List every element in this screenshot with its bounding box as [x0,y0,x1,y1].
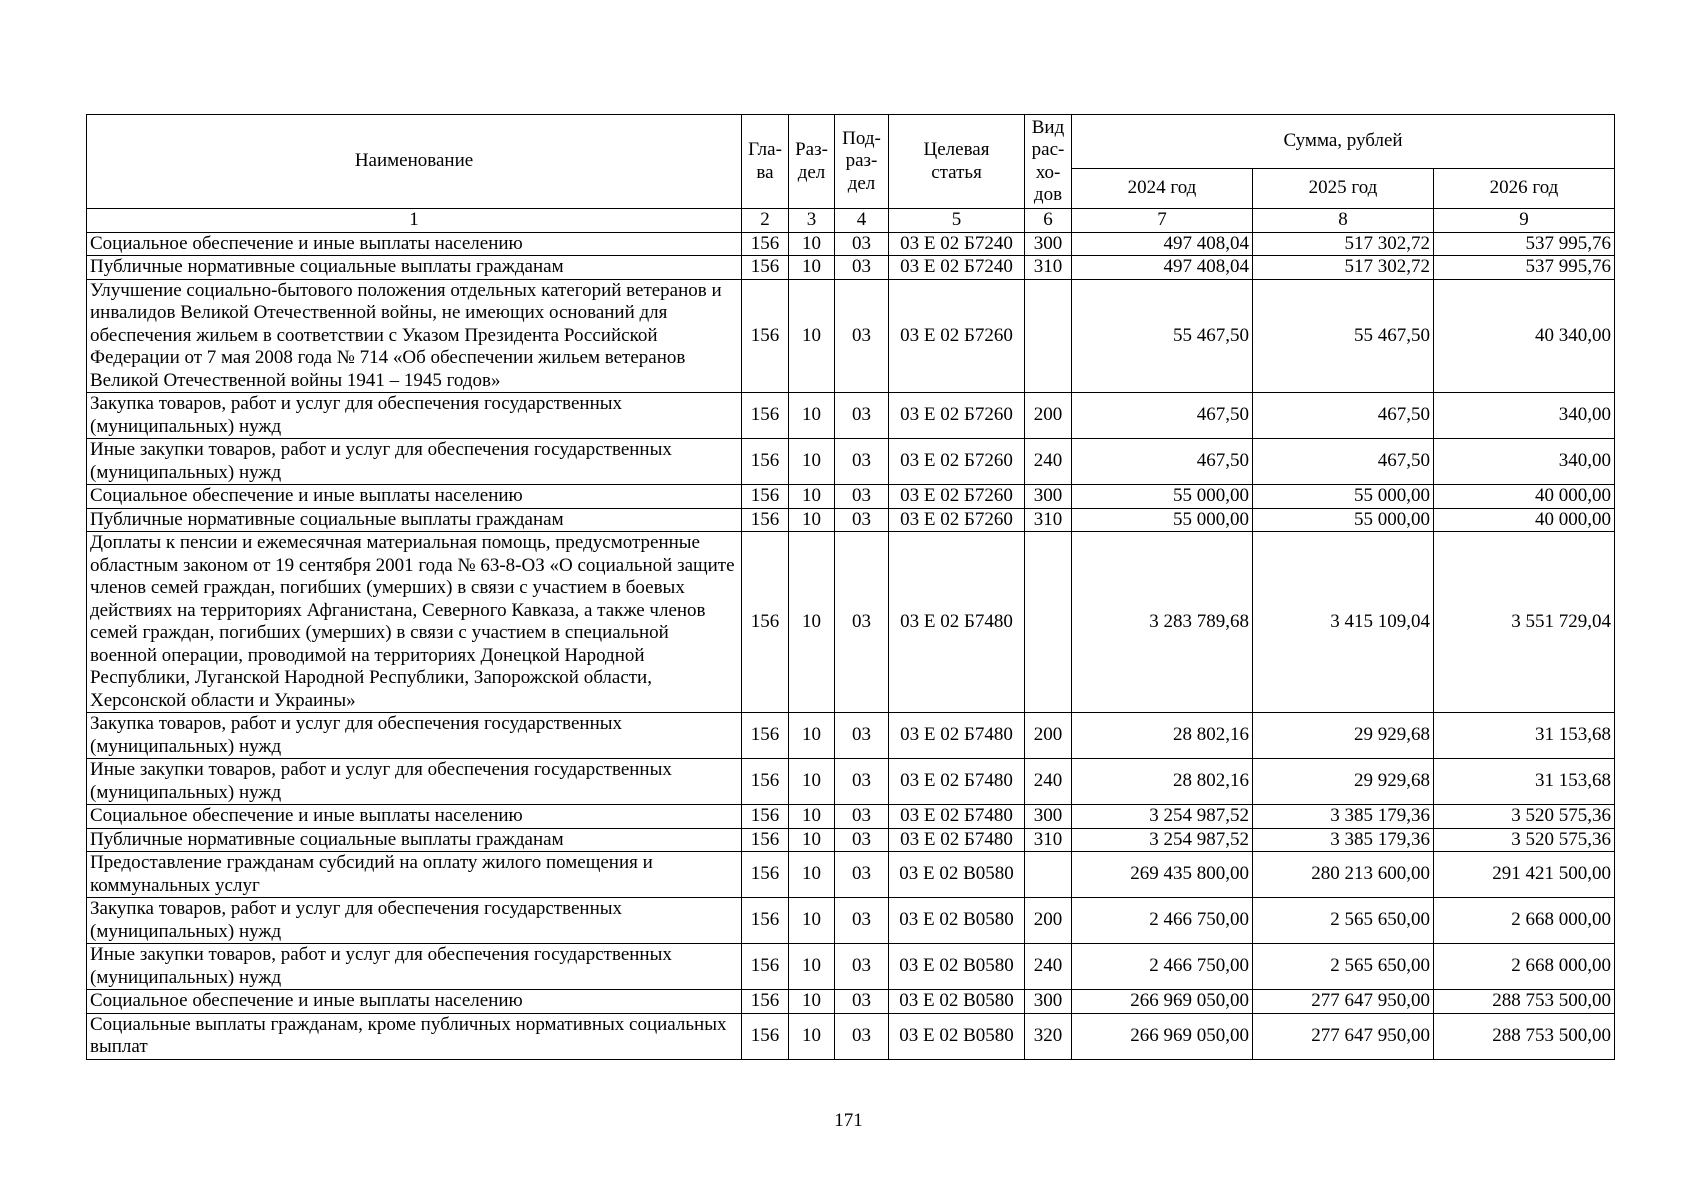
row-amount-2026: 340,00 [1434,393,1615,439]
row-vid: 300 [1025,232,1072,256]
row-tselevaya: 03 Е 02 Б7480 [889,759,1025,805]
row-podrazdel: 03 [835,990,889,1014]
row-glava: 156 [742,256,789,280]
row-amount-2026: 537 995,76 [1434,256,1615,280]
row-podrazdel: 03 [835,439,889,485]
column-index: 8 [1253,209,1434,233]
row-vid [1025,532,1072,713]
row-amount-2026: 291 421 500,00 [1434,852,1615,898]
row-podrazdel: 03 [835,759,889,805]
row-tselevaya: 03 Е 02 Б7480 [889,713,1025,759]
header-vid-text: Вид рас- хо- дов [1031,116,1065,205]
row-glava: 156 [742,485,789,509]
column-index: 2 [742,209,789,233]
row-amount-2025: 467,50 [1253,439,1434,485]
row-name: Публичные нормативные социальные выплаты гражданам [87,828,742,852]
column-index: 5 [889,209,1025,233]
row-razdel: 10 [789,828,835,852]
row-podrazdel: 03 [835,1013,889,1059]
row-glava: 156 [742,713,789,759]
row-amount-2024: 269 435 800,00 [1072,852,1253,898]
header-podrazdel [835,115,889,209]
row-amount-2026: 2 668 000,00 [1434,898,1615,944]
table-row [87,232,1615,256]
row-amount-2025: 277 647 950,00 [1253,990,1434,1014]
table-row [87,532,1615,713]
row-name: Социальное обеспечение и иные выплаты населению [87,232,742,256]
header-tselevaya [889,115,1025,209]
column-index: 3 [789,209,835,233]
row-name: Социальное обеспечение и иные выплаты населению [87,990,742,1014]
header-summa: Сумма, рублей [1072,115,1615,169]
row-amount-2025: 517 302,72 [1253,232,1434,256]
row-podrazdel: 03 [835,393,889,439]
row-amount-2025: 517 302,72 [1253,256,1434,280]
table-row [87,713,1615,759]
row-amount-2026: 3 520 575,36 [1434,828,1615,852]
row-vid: 240 [1025,439,1072,485]
table-row [87,805,1615,829]
row-amount-2024: 266 969 050,00 [1072,990,1253,1014]
row-tselevaya: 03 Е 02 Б7260 [889,508,1025,532]
table-row [87,759,1615,805]
row-razdel: 10 [789,1013,835,1059]
column-index: 4 [835,209,889,233]
row-glava: 156 [742,759,789,805]
row-glava: 156 [742,944,789,990]
row-amount-2026: 31 153,68 [1434,759,1615,805]
row-amount-2024: 2 466 750,00 [1072,944,1253,990]
row-glava: 156 [742,279,789,393]
row-razdel: 10 [789,279,835,393]
row-amount-2024: 467,50 [1072,439,1253,485]
row-amount-2024: 3 254 987,52 [1072,828,1253,852]
row-glava: 156 [742,828,789,852]
row-amount-2024: 55 000,00 [1072,508,1253,532]
table-row [87,828,1615,852]
row-amount-2024: 28 802,16 [1072,713,1253,759]
row-amount-2024: 3 254 987,52 [1072,805,1253,829]
row-tselevaya: 03 Е 02 Б7260 [889,439,1025,485]
row-name: Публичные нормативные социальные выплаты гражданам [87,256,742,280]
row-razdel: 10 [789,232,835,256]
row-amount-2025: 29 929,68 [1253,759,1434,805]
row-vid: 310 [1025,508,1072,532]
row-name: Публичные нормативные социальные выплаты гражданам [87,508,742,532]
row-razdel: 10 [789,944,835,990]
row-razdel: 10 [789,485,835,509]
row-razdel: 10 [789,508,835,532]
row-glava: 156 [742,852,789,898]
row-vid: 240 [1025,759,1072,805]
budget-document [86,114,1614,1060]
row-amount-2026: 537 995,76 [1434,232,1615,256]
row-amount-2024: 497 408,04 [1072,256,1253,280]
header-vid [1025,115,1072,209]
table-row [87,990,1615,1014]
row-name: Социальное обеспечение и иные выплаты населению [87,485,742,509]
row-amount-2026: 40 340,00 [1434,279,1615,393]
column-index: 1 [87,209,742,233]
row-razdel: 10 [789,439,835,485]
row-podrazdel: 03 [835,279,889,393]
header-year-2026: 2026 год [1434,169,1615,209]
row-amount-2024: 497 408,04 [1072,232,1253,256]
row-name: Доплаты к пенсии и ежемесячная материальная помощь, предусмотренные областным законом от 19 сентября 2001 года № 63-8-ОЗ «О социальной защите членов семей граждан, погибших (умерших) в связи с участием в боевых действиях на территориях Афганистана, Северного Кавказа, а также членов семей граждан, погибших (умерших) в связи с участием в специальной военной операции, проводимой на территориях Донецкой Народной Республики, Луганской Народной Республики, Запорожской области, Херсонской области и Украины» [87,532,742,713]
header-year-2025: 2025 год [1253,169,1434,209]
table-row [87,439,1615,485]
row-name: Иные закупки товаров, работ и услуг для обеспечения государственных (муниципальных) нужд [87,944,742,990]
header-razdel-text: Раз- дел [795,139,828,183]
row-amount-2025: 55 000,00 [1253,485,1434,509]
row-podrazdel: 03 [835,532,889,713]
row-amount-2025: 29 929,68 [1253,713,1434,759]
row-vid: 200 [1025,898,1072,944]
row-tselevaya: 03 Е 02 В0580 [889,852,1025,898]
row-glava: 156 [742,1013,789,1059]
header-year-2024: 2024 год [1072,169,1253,209]
column-index-row [87,209,1615,233]
row-vid: 200 [1025,393,1072,439]
row-vid: 310 [1025,256,1072,280]
row-podrazdel: 03 [835,852,889,898]
row-name: Социальные выплаты гражданам, кроме публичных нормативных социальных выплат [87,1013,742,1059]
row-vid [1025,279,1072,393]
row-name: Социальное обеспечение и иные выплаты населению [87,805,742,829]
row-amount-2026: 288 753 500,00 [1434,990,1615,1014]
row-amount-2025: 55 000,00 [1253,508,1434,532]
row-amount-2026: 3 520 575,36 [1434,805,1615,829]
row-amount-2025: 2 565 650,00 [1253,944,1434,990]
row-name: Улучшение социально-бытового положения отдельных категорий ветеранов и инвалидов Великой Отечественной войны, не имеющих оснований для обеспечения жильем в соответствии с Указом Президента Российской Федерации от 7 мая 2008 года № 714 «Об обеспечении жильем ветеранов Великой Отечественной войны 1941 – 1945 годов» [87,279,742,393]
row-razdel: 10 [789,852,835,898]
row-glava: 156 [742,232,789,256]
table-row [87,485,1615,509]
page-number: 171 [834,1110,863,1131]
header-name: Наименование [87,115,742,209]
budget-table [86,114,1615,1060]
row-podrazdel: 03 [835,713,889,759]
row-amount-2026: 31 153,68 [1434,713,1615,759]
row-vid: 240 [1025,944,1072,990]
row-glava: 156 [742,393,789,439]
row-podrazdel: 03 [835,828,889,852]
header-tselevaya-text: Целевая статья [923,139,990,183]
row-amount-2024: 2 466 750,00 [1072,898,1253,944]
row-name: Закупка товаров, работ и услуг для обеспечения государственных (муниципальных) нужд [87,898,742,944]
row-razdel: 10 [789,713,835,759]
row-tselevaya: 03 Е 02 Б7260 [889,393,1025,439]
row-amount-2024: 3 283 789,68 [1072,532,1253,713]
row-podrazdel: 03 [835,944,889,990]
row-amount-2025: 277 647 950,00 [1253,1013,1434,1059]
row-amount-2025: 3 385 179,36 [1253,805,1434,829]
row-glava: 156 [742,898,789,944]
header-razdel [789,115,835,209]
row-tselevaya: 03 Е 02 В0580 [889,1013,1025,1059]
row-amount-2025: 467,50 [1253,393,1434,439]
row-glava: 156 [742,508,789,532]
table-row [87,256,1615,280]
table-row [87,898,1615,944]
row-razdel: 10 [789,393,835,439]
row-amount-2026: 2 668 000,00 [1434,944,1615,990]
row-amount-2025: 3 385 179,36 [1253,828,1434,852]
row-razdel: 10 [789,805,835,829]
row-amount-2025: 2 565 650,00 [1253,898,1434,944]
row-glava: 156 [742,990,789,1014]
row-amount-2026: 340,00 [1434,439,1615,485]
row-razdel: 10 [789,256,835,280]
table-row [87,1013,1615,1059]
row-glava: 156 [742,532,789,713]
table-row [87,508,1615,532]
row-vid: 300 [1025,990,1072,1014]
row-amount-2024: 55 000,00 [1072,485,1253,509]
row-name: Иные закупки товаров, работ и услуг для обеспечения государственных (муниципальных) нужд [87,759,742,805]
row-tselevaya: 03 Е 02 В0580 [889,990,1025,1014]
row-amount-2024: 266 969 050,00 [1072,1013,1253,1059]
table-row [87,279,1615,393]
row-podrazdel: 03 [835,508,889,532]
row-tselevaya: 03 Е 02 Б7480 [889,805,1025,829]
row-podrazdel: 03 [835,898,889,944]
table-row [87,944,1615,990]
row-vid: 310 [1025,828,1072,852]
row-vid: 300 [1025,805,1072,829]
row-vid: 200 [1025,713,1072,759]
table-body [87,232,1615,1059]
row-amount-2025: 280 213 600,00 [1253,852,1434,898]
row-amount-2025: 3 415 109,04 [1253,532,1434,713]
row-glava: 156 [742,439,789,485]
row-podrazdel: 03 [835,232,889,256]
row-amount-2024: 55 467,50 [1072,279,1253,393]
row-amount-2024: 28 802,16 [1072,759,1253,805]
row-podrazdel: 03 [835,805,889,829]
row-podrazdel: 03 [835,256,889,280]
row-vid: 320 [1025,1013,1072,1059]
row-name: Предоставление гражданам субсидий на оплату жилого помещения и коммунальных услуг [87,852,742,898]
header-podrazdel-text: Под- раз- дел [842,127,881,194]
column-index: 9 [1434,209,1615,233]
row-tselevaya: 03 Е 02 Б7480 [889,828,1025,852]
table-row [87,852,1615,898]
row-tselevaya: 03 Е 02 Б7260 [889,279,1025,393]
row-razdel: 10 [789,898,835,944]
row-vid [1025,852,1072,898]
row-amount-2026: 288 753 500,00 [1434,1013,1615,1059]
row-tselevaya: 03 Е 02 Б7260 [889,485,1025,509]
row-razdel: 10 [789,990,835,1014]
row-tselevaya: 03 Е 02 В0580 [889,898,1025,944]
row-vid: 300 [1025,485,1072,509]
row-amount-2025: 55 467,50 [1253,279,1434,393]
row-razdel: 10 [789,759,835,805]
row-tselevaya: 03 Е 02 В0580 [889,944,1025,990]
table-row [87,393,1615,439]
column-index: 7 [1072,209,1253,233]
row-tselevaya: 03 Е 02 Б7240 [889,232,1025,256]
row-tselevaya: 03 Е 02 Б7480 [889,532,1025,713]
column-index: 6 [1025,209,1072,233]
row-amount-2026: 40 000,00 [1434,508,1615,532]
row-name: Закупка товаров, работ и услуг для обеспечения государственных (муниципальных) нужд [87,393,742,439]
row-amount-2026: 40 000,00 [1434,485,1615,509]
row-tselevaya: 03 Е 02 Б7240 [889,256,1025,280]
row-podrazdel: 03 [835,485,889,509]
row-razdel: 10 [789,532,835,713]
header-glava [742,115,789,209]
row-name: Закупка товаров, работ и услуг для обеспечения государственных (муниципальных) нужд [87,713,742,759]
row-amount-2026: 3 551 729,04 [1434,532,1615,713]
row-glava: 156 [742,805,789,829]
header-glava-text: Гла- ва [748,139,782,183]
row-name: Иные закупки товаров, работ и услуг для обеспечения государственных (муниципальных) нужд [87,439,742,485]
row-amount-2024: 467,50 [1072,393,1253,439]
